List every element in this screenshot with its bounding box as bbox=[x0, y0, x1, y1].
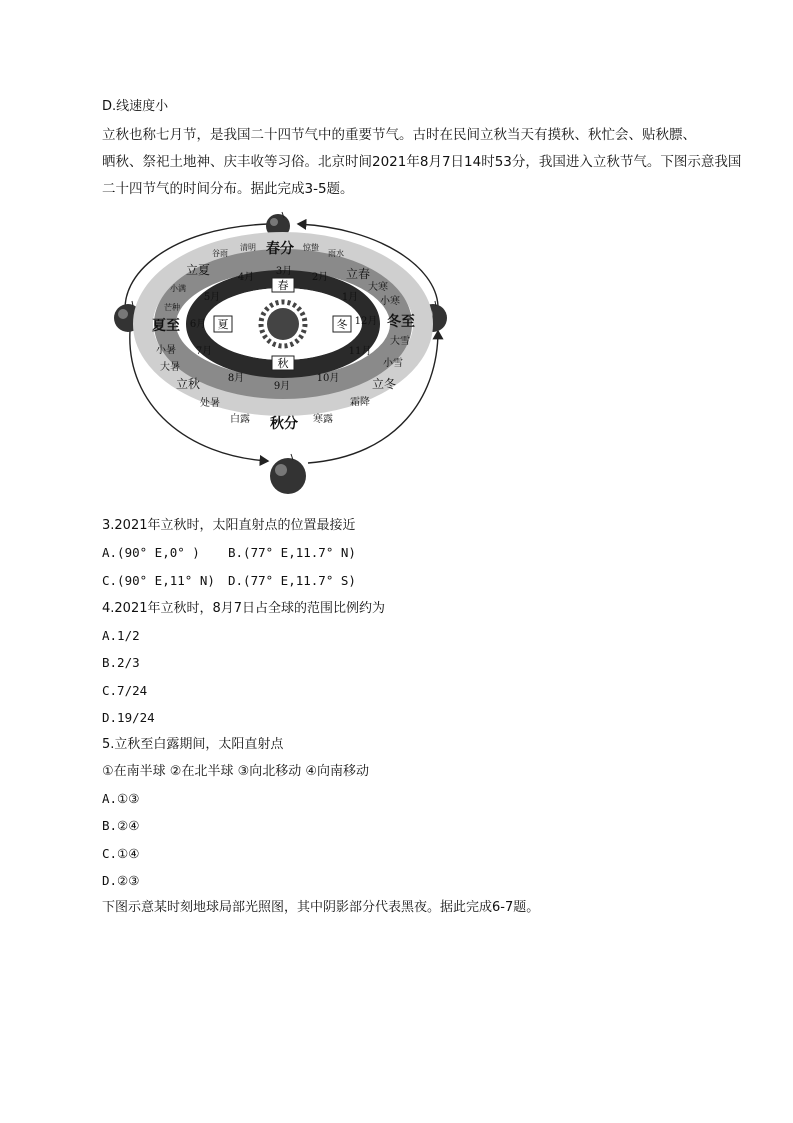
q3-option-b: B.(77° E,11.7° N) bbox=[228, 545, 356, 560]
inner-spring: 春 bbox=[277, 279, 289, 292]
term-lidong: 立冬 bbox=[371, 377, 397, 391]
q3-option-a: A.(90° E,0° ) bbox=[102, 545, 200, 560]
term-xiaoxue: 小雪 bbox=[383, 358, 403, 369]
label-winter-solstice: 冬至 bbox=[387, 314, 415, 330]
q3-option-d: D.(77° E,11.7° S) bbox=[228, 573, 356, 588]
month-4: 4月 bbox=[237, 272, 255, 283]
intro-line-2: 晒秋、祭祀土地神、庆丰收等习俗。北京时间2021年8月7日14时53分，我国进入立秋节气。下图示意我国 bbox=[102, 154, 742, 170]
month-8: 8月 bbox=[227, 373, 245, 384]
q4-option-a: A.1/2 bbox=[102, 628, 140, 643]
term-shuangjiang: 霜降 bbox=[350, 397, 370, 408]
term-mangzhong: 芒种 bbox=[164, 303, 180, 312]
label-autumn-equinox: 秋分 bbox=[270, 416, 298, 432]
term-yushui: 雨水 bbox=[328, 249, 344, 258]
month-5: 5月 bbox=[203, 292, 221, 303]
q5-option-c: C.①④ bbox=[102, 846, 140, 861]
term-guyu: 谷雨 bbox=[212, 249, 228, 258]
q5-stem: 5.立秋至白露期间，太阳直射点 bbox=[102, 737, 284, 752]
month-2: 2月 bbox=[311, 272, 329, 283]
month-12: 12月 bbox=[354, 316, 378, 327]
month-1: 1月 bbox=[341, 292, 359, 303]
q4-option-b: B.2/3 bbox=[102, 655, 140, 670]
q3-stem: 3.2021年立秋时，太阳直射点的位置最接近 bbox=[102, 518, 356, 533]
option-d-prev: D.线速度小 bbox=[102, 99, 169, 114]
term-dahan: 大寒 bbox=[368, 282, 388, 293]
term-jingzhe: 惊蛰 bbox=[303, 243, 319, 252]
q5-option-b: B.②④ bbox=[102, 818, 140, 833]
term-xiaoman: 小满 bbox=[170, 284, 186, 293]
q5-choices: ①在南半球 ②在北半球 ③向北移动 ④向南移动 bbox=[102, 764, 370, 779]
earth-icon-bottom bbox=[270, 454, 306, 494]
term-xiaohan: 小寒 bbox=[380, 296, 400, 307]
q4-option-c: C.7/24 bbox=[102, 683, 148, 698]
intro-line-3: 二十四节气的时间分布。据此完成3-5题。 bbox=[102, 181, 354, 197]
term-xiaoshu: 小暑 bbox=[156, 345, 176, 356]
term-bailu: 白露 bbox=[230, 414, 250, 425]
q3-option-c: C.(90° E,11° N) bbox=[102, 573, 215, 588]
inner-autumn: 秋 bbox=[277, 357, 289, 370]
next-intro: 下图示意某时刻地球局部光照图，其中阴影部分代表黑夜。据此完成6-7题。 bbox=[102, 900, 540, 915]
q5-option-d: D.②③ bbox=[102, 873, 140, 888]
label-summer-solstice: 夏至 bbox=[152, 318, 180, 334]
month-10: 10月 bbox=[316, 373, 340, 384]
month-6: 6月 bbox=[189, 319, 207, 330]
q4-stem: 4.2021年立秋时，8月7日占全球的范围比例约为 bbox=[102, 601, 386, 616]
month-7: 7月 bbox=[195, 346, 213, 357]
inner-winter: 冬 bbox=[336, 318, 348, 331]
term-qingming: 清明 bbox=[240, 243, 256, 252]
month-11: 11月 bbox=[348, 346, 372, 357]
q4-option-d: D.19/24 bbox=[102, 710, 155, 725]
term-daxue: 大雪 bbox=[390, 336, 410, 347]
term-lichun: 立春 bbox=[345, 267, 371, 281]
month-9: 9月 bbox=[273, 381, 291, 392]
intro-line-1: 立秋也称七月节，是我国二十四节气中的重要节气。古时在民间立秋当天有摸秋、秋忙会、贴秋膘、 bbox=[102, 127, 696, 143]
term-dashu: 大暑 bbox=[160, 362, 180, 373]
label-spring-equinox: 春分 bbox=[266, 241, 294, 257]
solar-terms-diagram bbox=[108, 206, 458, 506]
month-3: 3月 bbox=[275, 266, 293, 277]
q5-option-a: A.①③ bbox=[102, 791, 140, 806]
term-lixia: 立夏 bbox=[185, 263, 211, 277]
term-hanlu: 寒露 bbox=[313, 414, 333, 425]
term-chushu: 处暑 bbox=[200, 398, 220, 409]
inner-summer: 夏 bbox=[217, 318, 229, 331]
term-liqiu: 立秋 bbox=[175, 377, 201, 391]
